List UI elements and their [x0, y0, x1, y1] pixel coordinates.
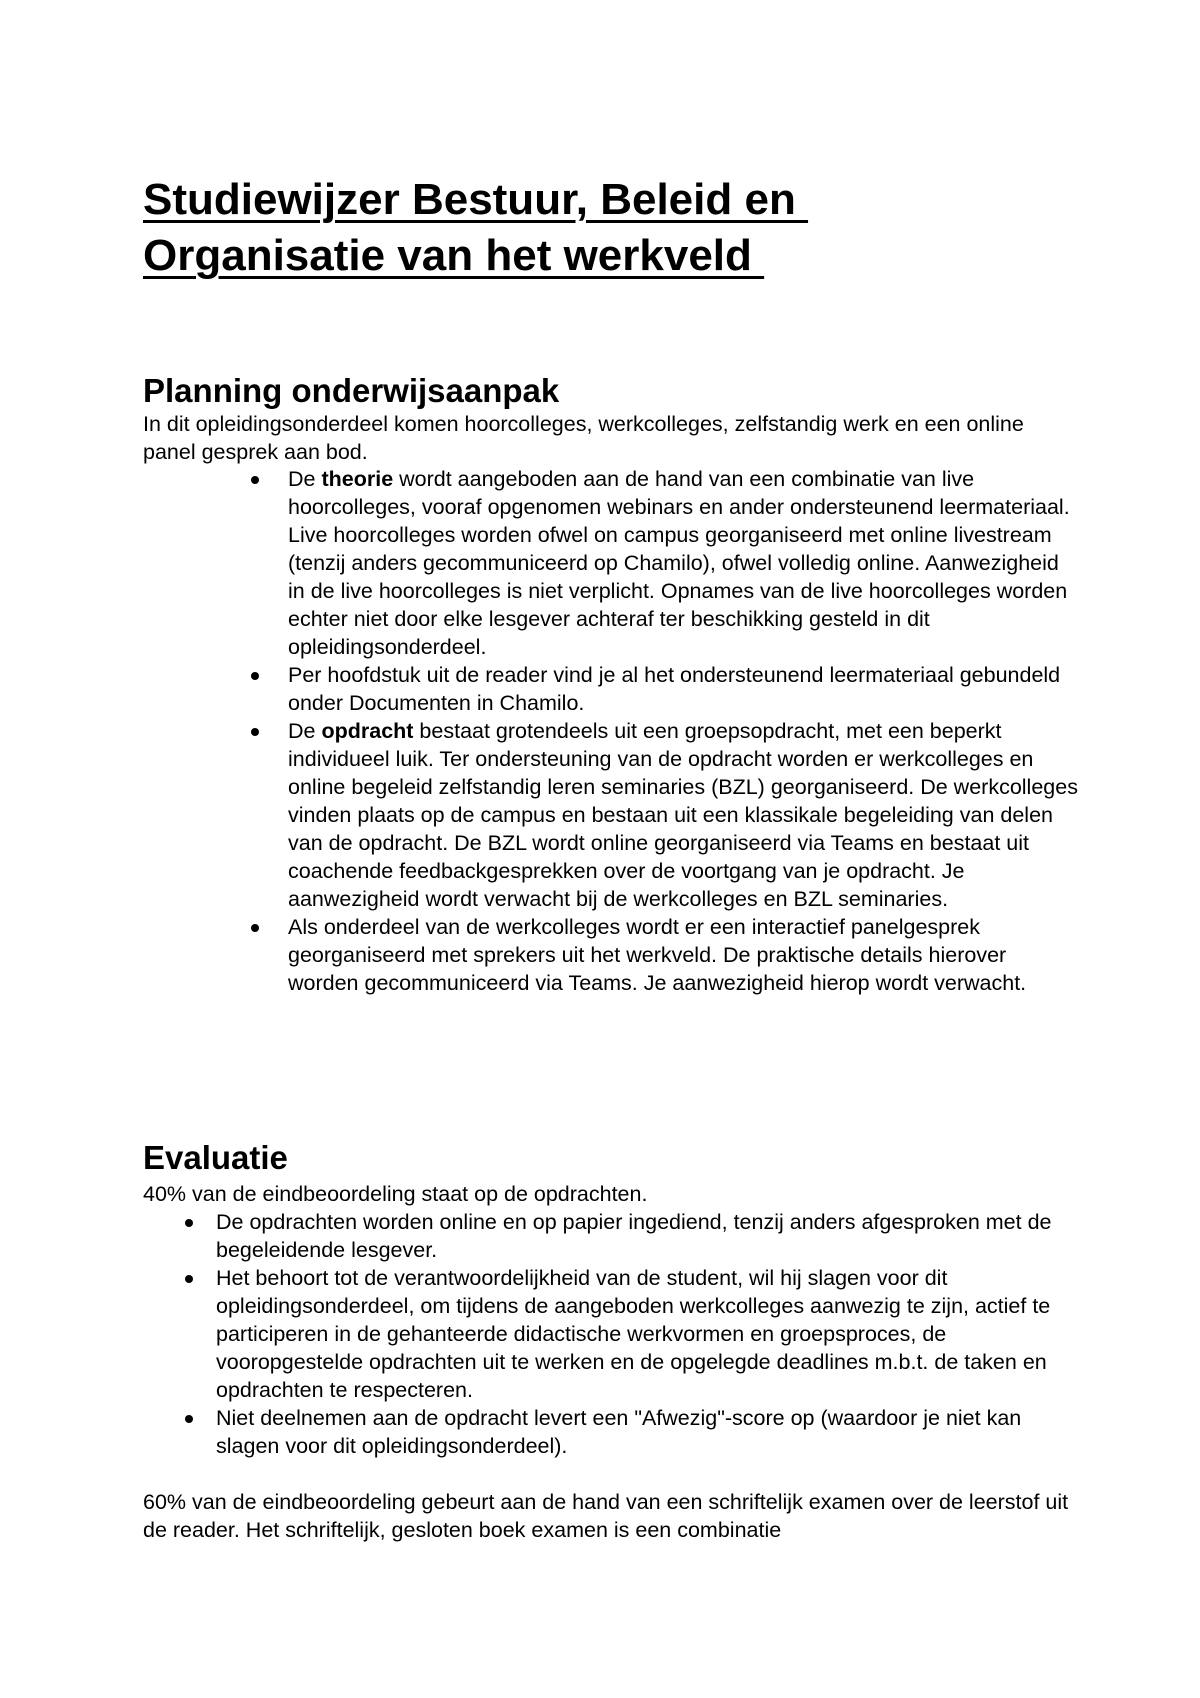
planning-bullet-opdracht: De opdracht bestaat grotendeels uit een groepsopdracht, met een beperkt individueel luik. Ter ondersteuning van de opdracht worden er werkcolleges en online begeleid zelfstandig leren seminaries (BZL) georganiseerd. De werkcolleges vinden plaats op de campus en bestaan uit een klassikale begeleiding van delen van de opdracht. De BZL wordt online georganiseerd via Teams en bestaat uit coachende feedbackgesprekken over de voortgang van je opdracht. Je aanwezigheid wordt verwacht bij de werkcolleges en BZL seminaries. [288, 717, 1078, 913]
planning-heading: Planning onderwijsaanpak [143, 372, 560, 409]
bullet-icon [251, 672, 259, 680]
evaluatie-bullet-list [216, 1208, 1066, 1460]
evaluatie-intro: 40% van de eindbeoordeling staat op de opdrachten. [143, 1182, 648, 1206]
bullet-icon [251, 924, 259, 932]
bullet-icon [185, 1219, 193, 1227]
document-title [143, 172, 1103, 284]
exam-paragraph: 60% van de eindbeoordeling gebeurt aan de hand van een schriftelijk examen over de leerstof uit de reader. Het schriftelijk, gesloten boek examen is een combinatie [143, 1490, 1069, 1542]
evaluatie-heading: Evaluatie [143, 1139, 288, 1176]
planning-bullet-panelgesprek: Als onderdeel van de werkcolleges wordt er een interactief panelgesprek georganiseerd met sprekers uit het werkveld. De praktische details hierover worden gecommuniceerd via Teams. Je aanwezigheid hierop wordt verwacht. [288, 913, 1078, 997]
bullet-icon [251, 476, 259, 484]
bold-term: opdracht [321, 719, 414, 743]
bold-term: theorie [321, 467, 394, 491]
bullet-icon [185, 1275, 193, 1283]
evaluatie-bullet-afwezig: Niet deelnemen aan de opdracht levert een "Afwezig"-score op (waardoor je niet kan slagen voor dit opleidingsonderdeel). [216, 1404, 1066, 1460]
planning-bullet-list [288, 465, 1078, 997]
evaluatie-bullet-indienen: De opdrachten worden online en op papier ingediend, tenzij anders afgesproken met de begeleidende lesgever. [216, 1208, 1066, 1264]
planning-intro: In dit opleidingsonderdeel komen hoorcolleges, werkcolleges, zelfstandig werk en een online panel gesprek aan bod. [143, 412, 1024, 464]
evaluatie-bullet-verantwoordelijkheid: Het behoort tot de verantwoordelijkheid van de student, wil hij slagen voor dit opleidingsonderdeel, om tijdens de aangeboden werkcolleges aanwezig te zijn, actief te participeren in de gehanteerde didactische werkvormen en groepsproces, de vooropgestelde opdrachten uit te werken en de opgelegde deadlines m.b.t. de taken en opdrachten te respecteren. [216, 1264, 1066, 1404]
document-title-line-1: Studiewijzer Bestuur, Beleid en [143, 175, 809, 224]
document-title-line-2: Organisatie van het werkveld [143, 231, 765, 280]
planning-bullet-theorie: De theorie wordt aangeboden aan de hand van een combinatie van live hoorcolleges, vooraf opgenomen webinars en ander ondersteunend leermateriaal. Live hoorcolleges worden ofwel on campus georganiseerd met online livestream (tenzij anders gecommuniceerd op Chamilo), ofwel volledig online. Aanwezigheid in de live hoorcolleges is niet verplicht. Opnames van de live hoorcolleges worden echter niet door elke lesgever achteraf ter beschikking gesteld in dit opleidingsonderdeel. [288, 465, 1078, 661]
bullet-icon [251, 728, 259, 736]
planning-bullet-reader: Per hoofdstuk uit de reader vind je al het ondersteunend leermateriaal gebundeld onder Documenten in Chamilo. [288, 661, 1078, 717]
bullet-icon [185, 1415, 193, 1423]
